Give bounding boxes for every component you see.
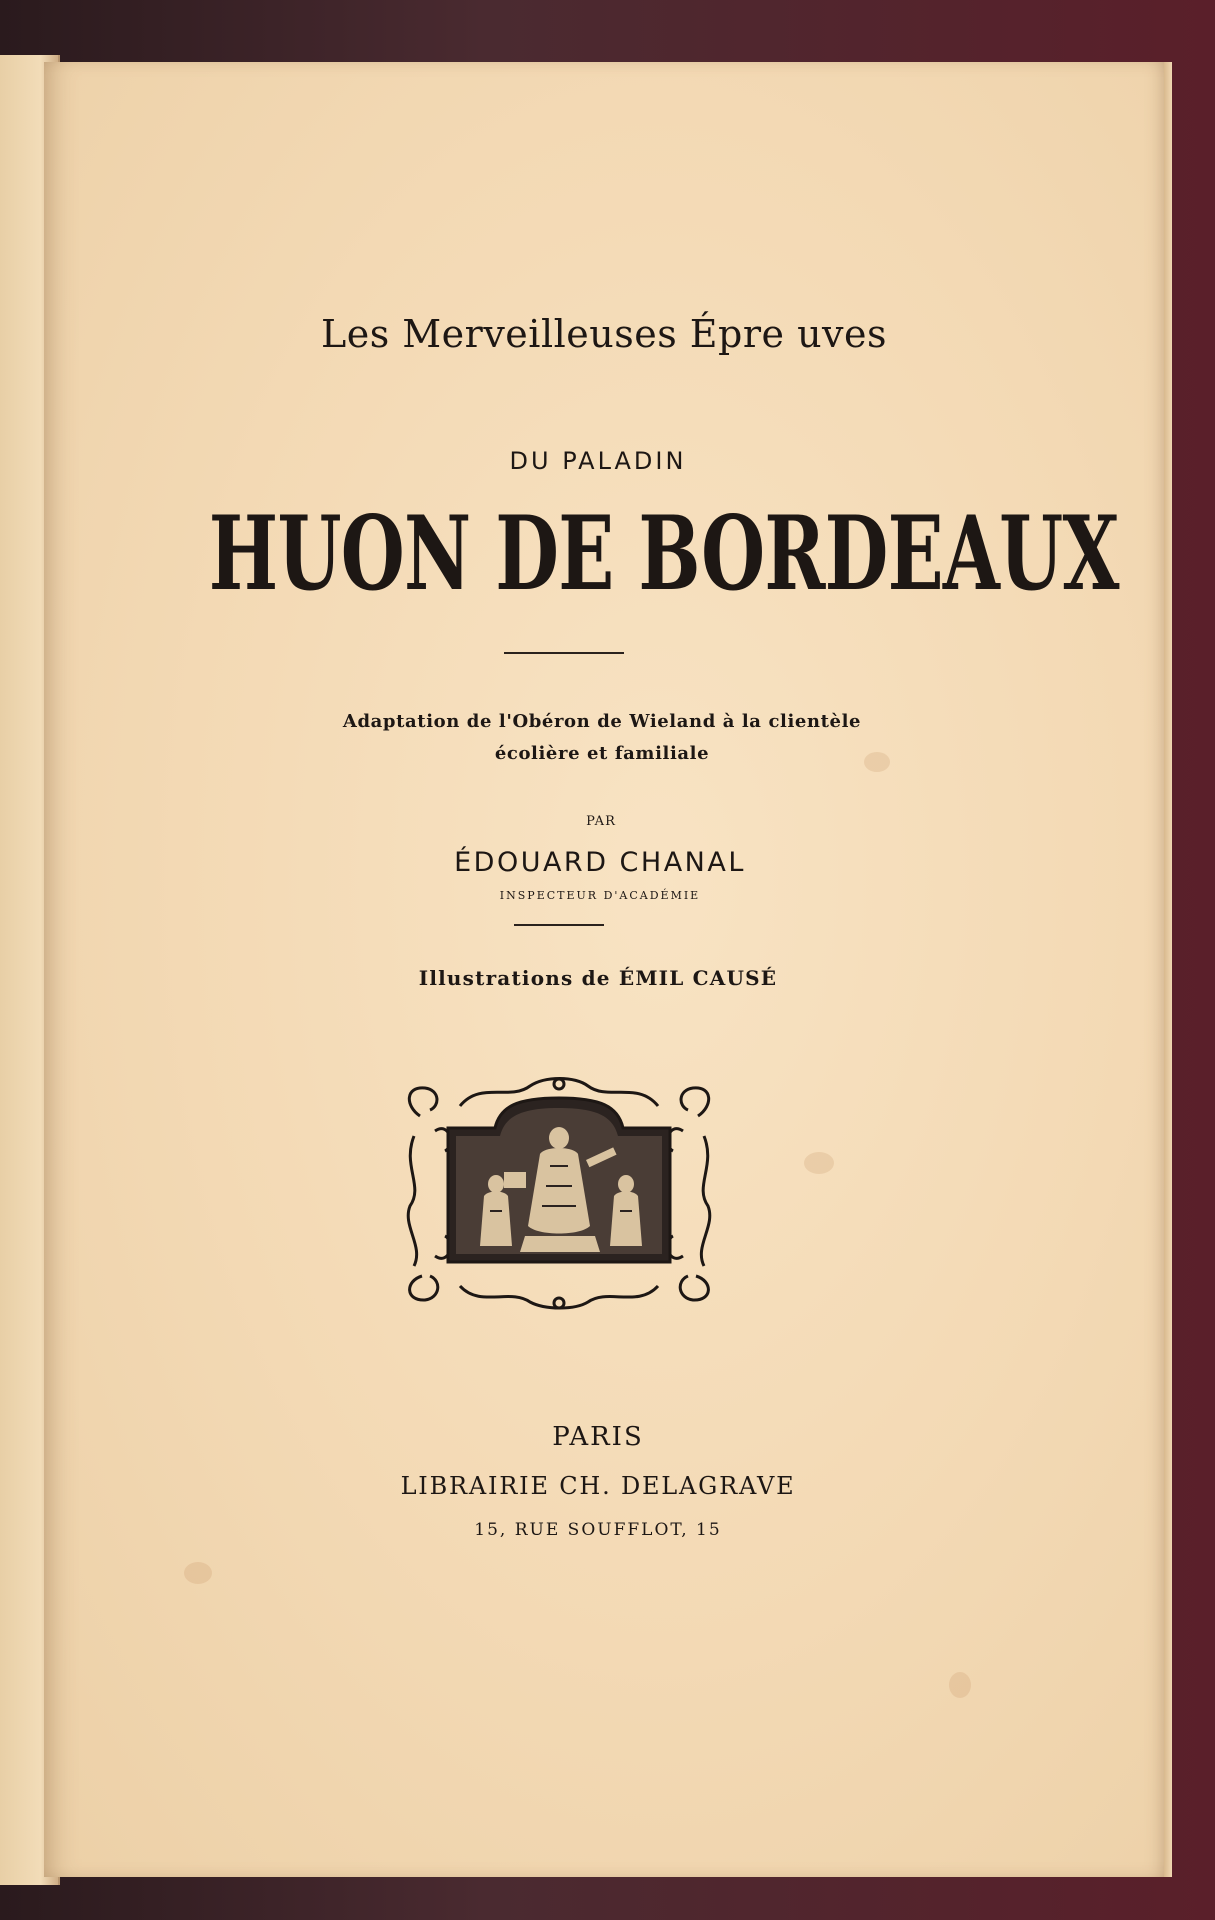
pre-title: Les Merveilleuses Épre uves	[320, 312, 888, 356]
publisher-vignette-icon	[400, 1076, 718, 1310]
illustrator-credit: Illustrations de ÉMIL CAUSÉ	[418, 966, 778, 990]
divider-rule	[504, 652, 624, 654]
adaptation-line: écolière et familiale	[494, 743, 710, 764]
title-page	[44, 62, 1164, 1877]
author-name: ÉDOUARD CHANAL	[454, 847, 746, 878]
subtitle: DU PALADIN	[509, 447, 687, 475]
imprint-city: PARIS	[552, 1422, 644, 1452]
imprint-address: 15, RUE SOUFFLOT, 15	[474, 1520, 722, 1540]
adaptation-line: Adaptation de l'Obéron de Wieland à la clientèle	[342, 711, 862, 732]
imprint-publisher: LIBRAIRIE CH. DELAGRAVE	[400, 1472, 796, 1500]
adaptation-note	[42, 706, 1162, 770]
foxing-spot	[949, 1672, 971, 1698]
main-title: HUON DE BORDEAUX	[208, 494, 1119, 614]
foxing-spot	[184, 1562, 212, 1584]
divider-rule	[514, 924, 604, 926]
by-label: PAR	[586, 814, 616, 829]
page-edge	[1164, 62, 1172, 1877]
foxing-spot	[804, 1152, 834, 1174]
author-role: INSPECTEUR D'ACADÉMIE	[499, 889, 701, 902]
